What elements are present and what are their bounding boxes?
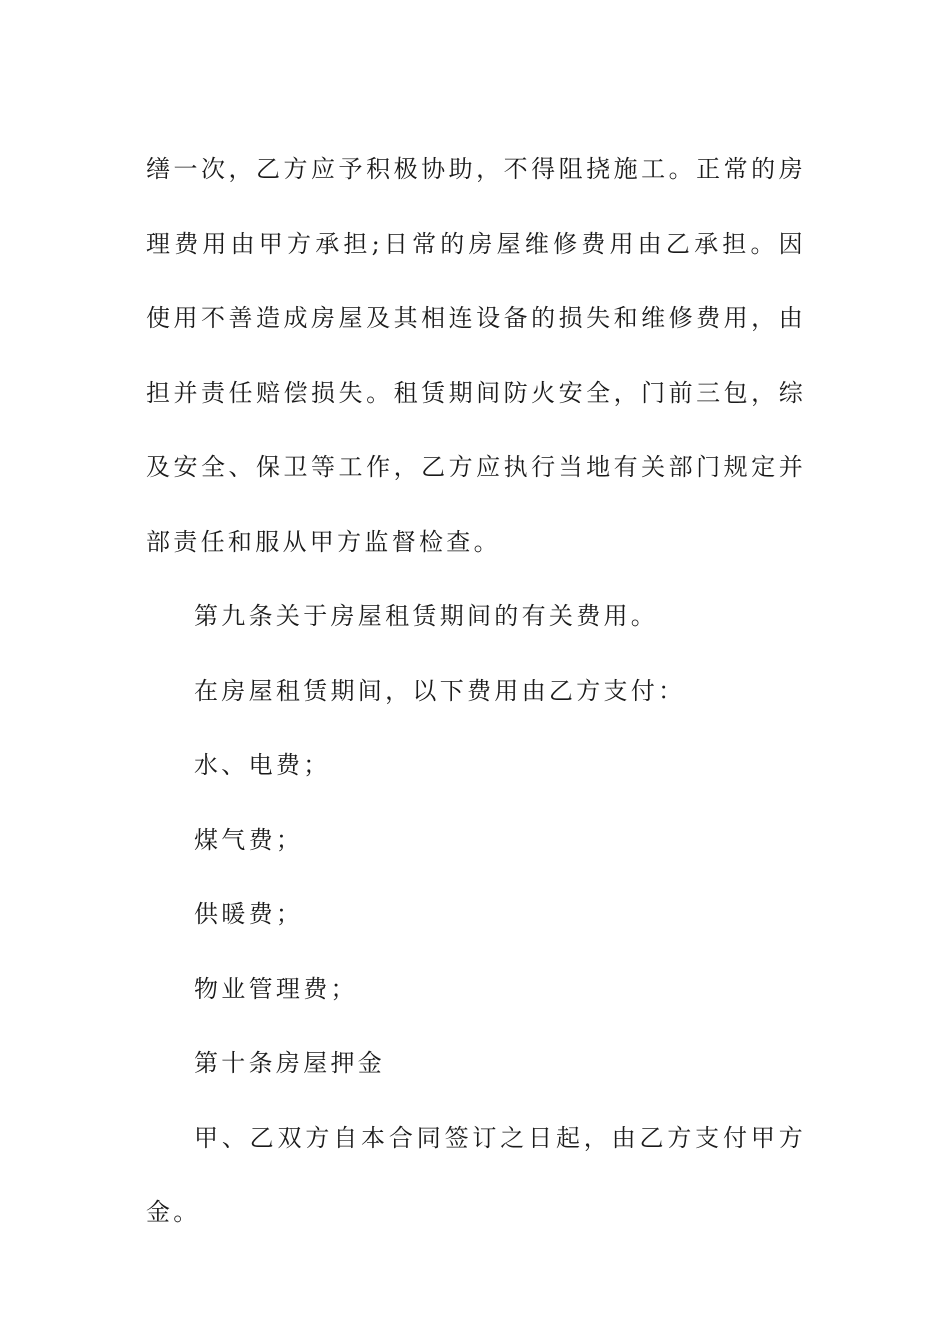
text-line: 使用不善造成房屋及其相连设备的损失和维修费用，由 xyxy=(146,304,806,332)
fee-item-water-electricity: 水、电费； xyxy=(194,751,331,779)
fee-item-heating: 供暖费； xyxy=(194,900,304,928)
contract-body-text xyxy=(146,132,806,1250)
text-line: 缮一次，乙方应予积极协助，不得阻挠施工。正常的房 xyxy=(146,155,806,183)
text-line: 金。 xyxy=(146,1198,201,1226)
text-line: 理费用由甲方承担;日常的房屋维修费用由乙承担。因 xyxy=(146,229,806,258)
fee-item-property-management: 物业管理费； xyxy=(194,974,358,1003)
article-ten-heading: 第十条房屋押金 xyxy=(194,1049,386,1077)
article-nine-heading: 第九条关于房屋租赁期间的有关费用。 xyxy=(194,602,659,630)
text-line: 在房屋租赁期间，以下费用由乙方支付： xyxy=(194,676,686,705)
text-line: 甲、乙双方自本合同签订之日起，由乙方支付甲方 xyxy=(194,1123,806,1152)
fee-item-gas: 煤气费； xyxy=(194,825,304,854)
text-line: 及安全、保卫等工作，乙方应执行当地有关部门规定并 xyxy=(146,453,806,481)
text-line: 担并责任赔偿损失。租赁期间防火安全，门前三包，综 xyxy=(146,378,806,407)
text-line: 部责任和服从甲方监督检查。 xyxy=(146,527,501,556)
